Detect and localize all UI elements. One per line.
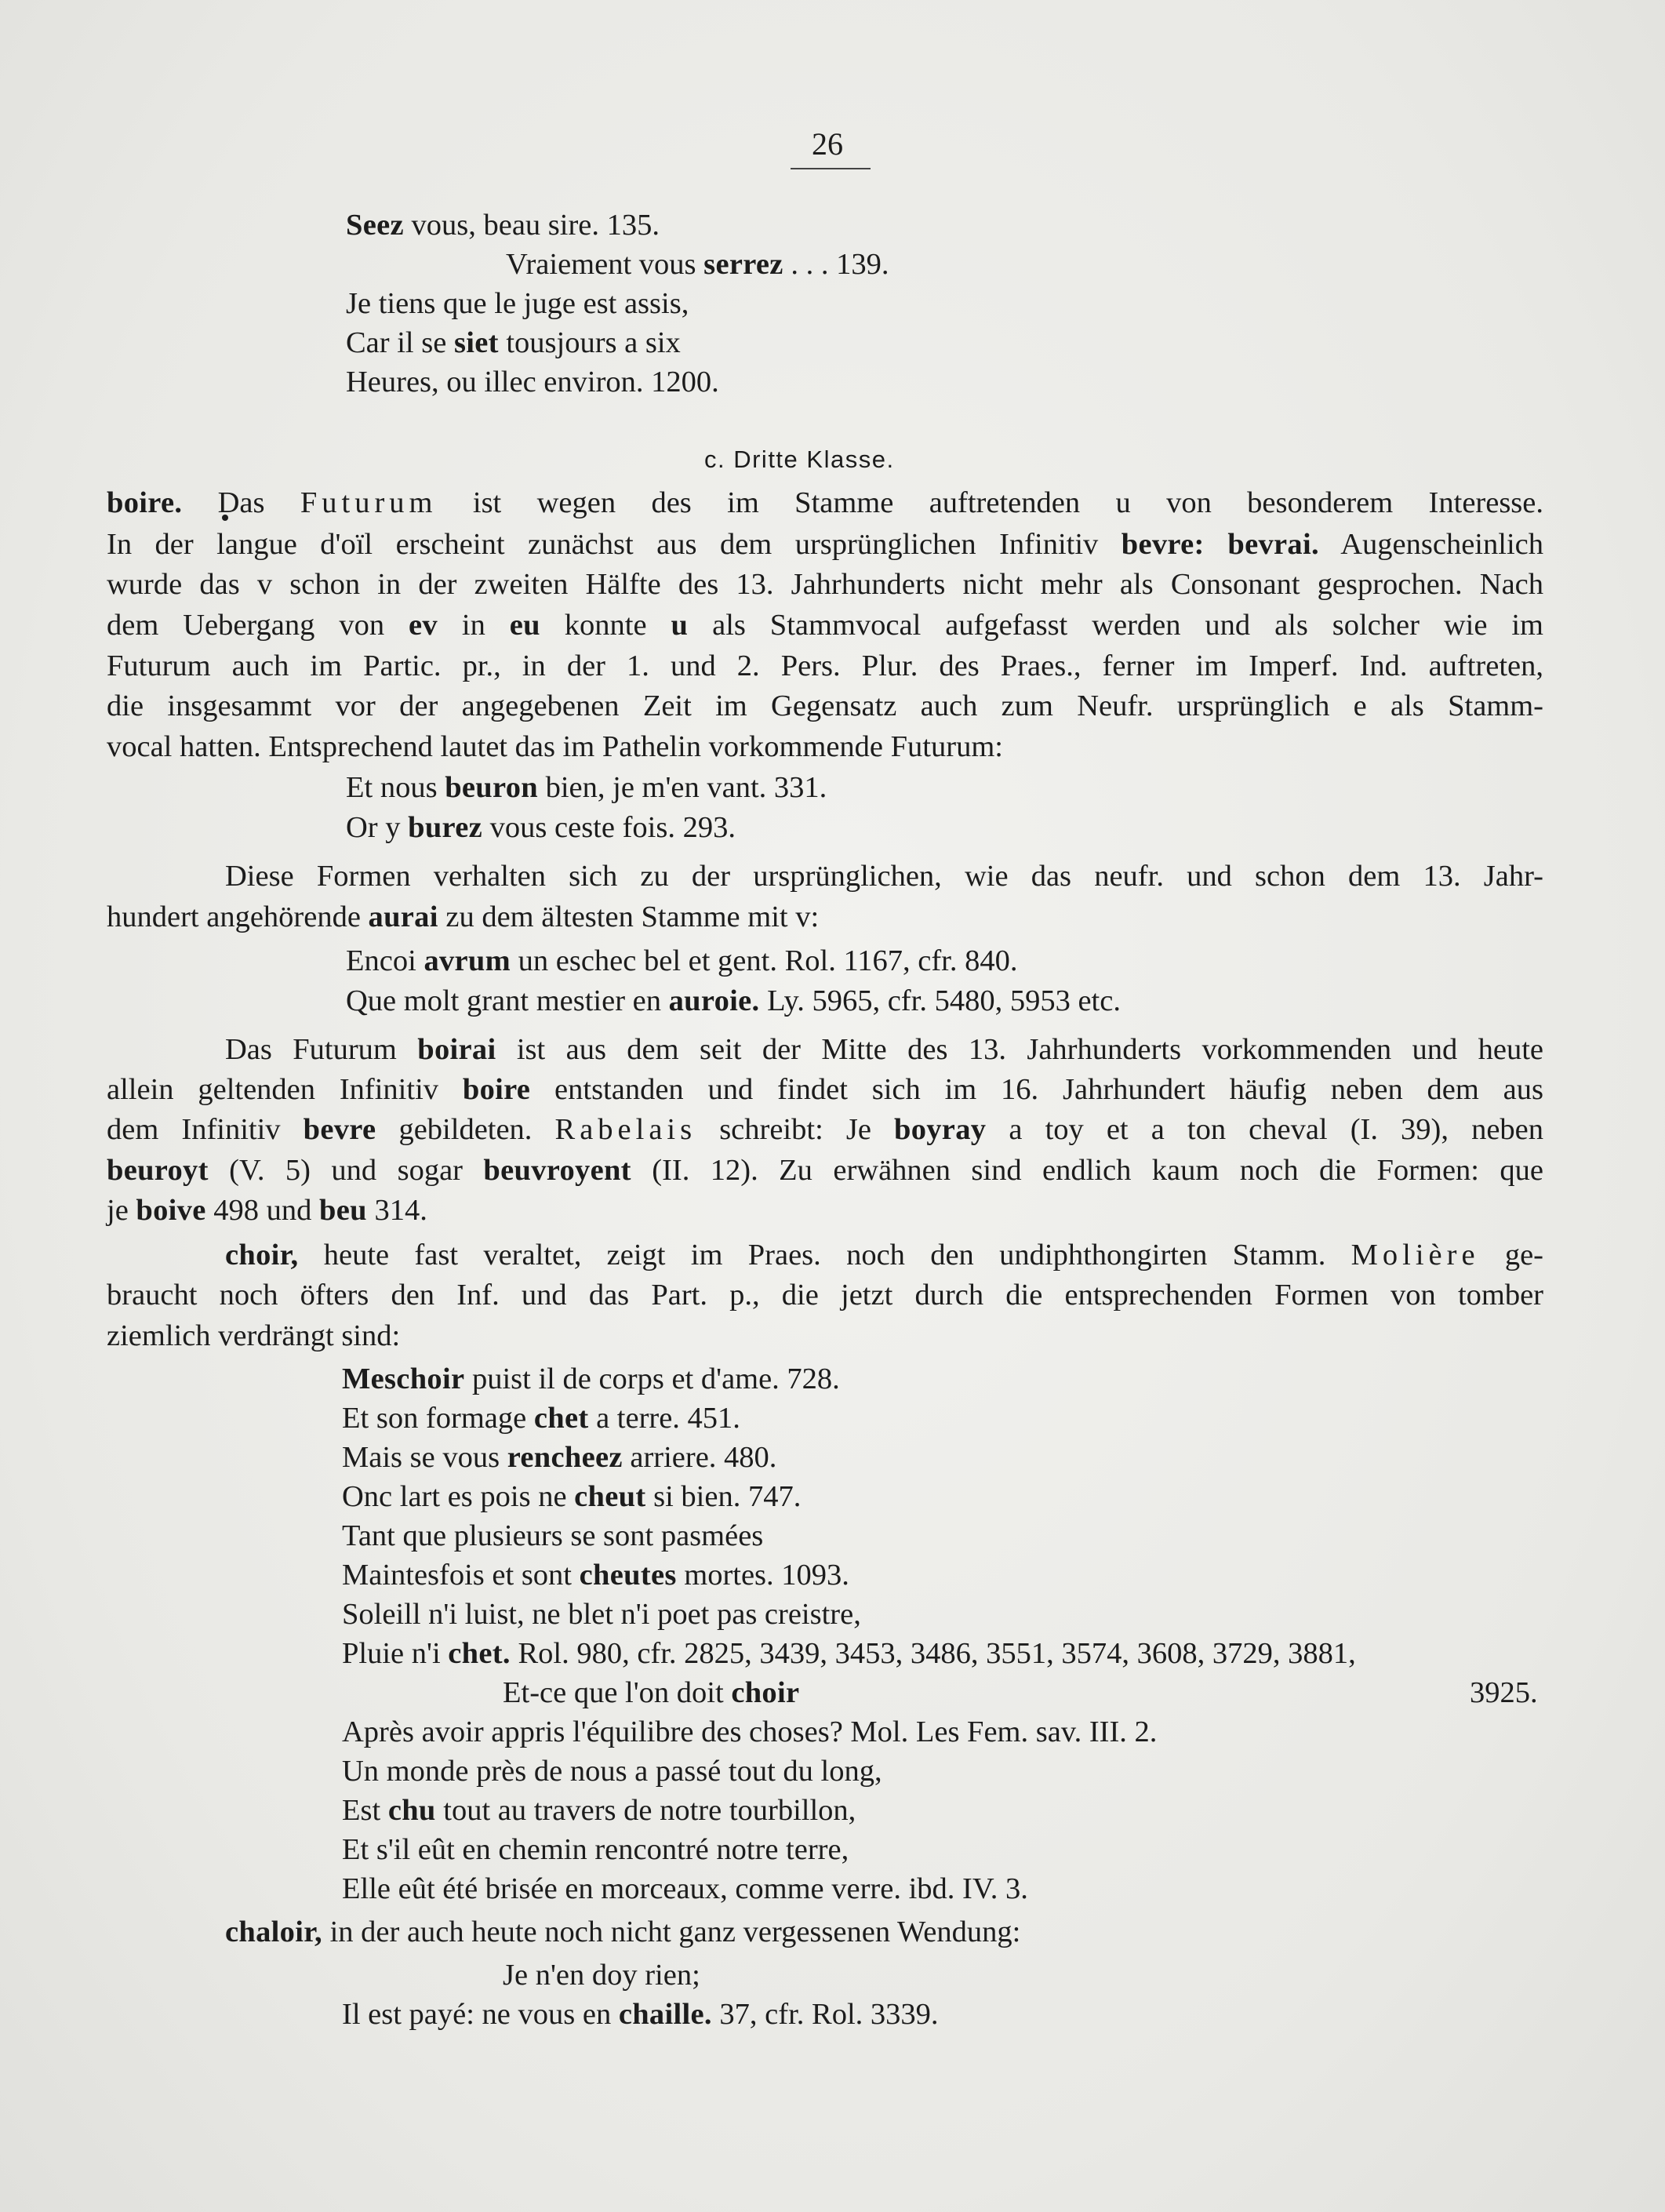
verse-line <box>342 1557 849 1593</box>
text-run: Diese Formen verhalten sich zu der ursprünglichen, wie das neufr. und schon dem 13. Jahr- <box>225 860 1543 893</box>
text-run: Je tiens que le juge est assis, <box>346 287 689 320</box>
text-run: 314. <box>366 1194 427 1227</box>
verse-line <box>346 364 719 400</box>
text-run: a terre. 451. <box>588 1402 740 1435</box>
verse-line <box>346 207 660 243</box>
text-run: Augenscheinlich <box>1318 528 1543 561</box>
text-run: Heures, ou illec environ. 1200. <box>346 366 719 398</box>
text-run: un eschec bel et gent. Rol. 1167, cfr. 840. <box>511 944 1018 977</box>
verse-line <box>346 983 1121 1019</box>
bold-term: auroie. <box>668 984 760 1017</box>
verse-line <box>342 1596 861 1632</box>
paragraph-line <box>107 729 1003 765</box>
verse-line <box>342 1714 1157 1750</box>
text-run: die insgesammt vor der angegebenen Zeit im Gegensatz auch zum Neufr. ursprünglich e als Stamm- <box>107 689 1543 722</box>
bold-term: u <box>671 609 689 642</box>
verse-line <box>342 1753 882 1789</box>
text-run: Et s'il eût en chemin rencontré notre terre, <box>342 1833 849 1866</box>
text-run: Je n'en doy rien; <box>503 1959 700 1992</box>
paragraph-line <box>107 607 1543 643</box>
paragraph-line <box>107 688 1543 724</box>
bold-term: beu <box>319 1194 367 1227</box>
text-run: mortes. 1093. <box>676 1559 849 1592</box>
verse-line <box>342 1439 776 1475</box>
verse-line <box>346 325 681 361</box>
text-run: Rol. 980, cfr. 2825, 3439, 3453, 3486, 3551, 3574, 3608, 3729, 3881, <box>510 1637 1356 1670</box>
text-run: Il est payé: ne vous en <box>342 1998 619 2031</box>
bold-term: chaille. <box>618 1998 712 2031</box>
verse-line <box>346 943 1018 979</box>
verse-line <box>346 286 689 322</box>
verse-line <box>342 1996 939 2032</box>
text-run: in <box>437 609 510 642</box>
paragraph-line <box>107 485 1543 521</box>
text-run: 498 und <box>205 1194 319 1227</box>
bold-term: aurai <box>368 900 438 933</box>
paragraph-line <box>107 899 819 935</box>
bold-term: beuvroyent <box>483 1154 631 1187</box>
paragraph-line <box>107 1111 1543 1148</box>
text-run: Das Futurum <box>225 1033 418 1066</box>
paragraph-line <box>225 1031 1543 1068</box>
bold-term: boire. <box>107 486 183 519</box>
text-run: in der auch heute noch nicht ganz vergessenen Wendung: <box>322 1915 1021 1948</box>
text-run: Que molt grant mestier en <box>346 984 669 1017</box>
text-run: Onc lart es pois ne <box>342 1480 575 1513</box>
bold-term: choir, <box>225 1239 299 1272</box>
bold-term: boire <box>462 1073 531 1106</box>
text-run: Or y <box>346 811 409 844</box>
bold-term: chaloir, <box>225 1915 322 1948</box>
text-run: dem Infinitiv <box>107 1113 304 1146</box>
text-run: ziemlich verdrängt sind: <box>107 1319 401 1352</box>
bold-term: bevre <box>303 1113 376 1146</box>
paragraph-line <box>107 648 1543 684</box>
text-run: Futurum auch im Partic. pr., in der 1. und 2. Pers. Plur. des Praes., ferner im Imperf. Ind. auftreten, <box>107 649 1543 682</box>
bold-term: bevre: bevrai. <box>1121 528 1319 561</box>
text-run: Vraiement vous <box>506 248 704 281</box>
text-run: ist wegen des im Stamme auftretenden u von besonderem Interesse. <box>437 486 1544 519</box>
spaced-name: Futurum <box>300 486 438 519</box>
text-run: vous, beau sire. 135. <box>403 209 660 242</box>
bold-term: serrez <box>703 248 783 281</box>
text-run: hundert angehörende <box>107 900 369 933</box>
bold-term: burez <box>408 811 483 844</box>
bold-term: boyray <box>894 1113 987 1146</box>
text-run: Tant que plusieurs se sont pasmées <box>342 1519 764 1552</box>
text-run: je <box>107 1194 136 1227</box>
text-run: Car il se <box>346 326 454 359</box>
text-run: a toy et a ton cheval (I. 39), neben <box>986 1113 1544 1146</box>
text-run: schreibt: Je <box>696 1113 894 1146</box>
verse-line <box>346 769 827 806</box>
text-run: Un monde près de nous a passé tout du long, <box>342 1755 882 1788</box>
text-run: ge- <box>1479 1239 1543 1272</box>
text-run: tout au travers de notre tourbillon, <box>435 1794 856 1827</box>
text-run: Après avoir appris l'équilibre des choses? Mol. Les Fem. sav. III. 2. <box>342 1715 1158 1748</box>
text-run: arriere. 480. <box>622 1441 777 1474</box>
text-run: 37, cfr. Rol. 3339. <box>711 1998 939 2031</box>
text-run: . . . 139. <box>783 248 889 281</box>
text-run: allein geltenden Infinitiv <box>107 1073 463 1106</box>
paragraph-line <box>107 526 1543 562</box>
text-run: Et nous <box>346 771 445 804</box>
text-run: dem Uebergang von <box>107 609 409 642</box>
bold-term: chu <box>387 1794 436 1827</box>
text-run: Maintesfois et sont <box>342 1559 580 1592</box>
paragraph-line <box>107 1192 427 1228</box>
text-run: Soleill n'i luist, ne blet n'i poet pas creistre, <box>342 1598 861 1631</box>
bold-term: Seez <box>346 209 404 242</box>
text-run: Pluie n'i <box>342 1637 449 1670</box>
bold-term: avrum <box>424 944 511 977</box>
bold-term: Meschoir <box>342 1362 465 1395</box>
text-run: Ly. 5965, cfr. 5480, 5953 etc. <box>759 984 1121 1017</box>
bold-term: choir <box>731 1676 800 1709</box>
text-run: wurde das v schon in der zweiten Hälfte des 13. Jahrhunderts nicht mehr als Consonant gesprochen. Nach <box>107 568 1543 601</box>
section-heading <box>704 442 895 478</box>
text-run: bien, je m'en vant. 331. <box>537 771 827 804</box>
text-run: braucht noch öfters den Inf. und das Part. p., die jetzt durch die entsprechenden Formen von tomber <box>107 1279 1543 1312</box>
paragraph-line <box>107 1152 1543 1188</box>
text-run: gebildeten. <box>376 1113 555 1146</box>
paragraph-line <box>225 1237 1543 1273</box>
bold-term: cheutes <box>579 1559 677 1592</box>
text-run: (V. 5) und sogar <box>208 1154 484 1187</box>
text-run: vous ceste fois. 293. <box>482 811 736 844</box>
text-run: si bien. 747. <box>645 1480 802 1513</box>
text-run: ist aus dem seit der Mitte des 13. Jahrhunderts vorkommenden und heute <box>496 1033 1544 1066</box>
verse-line <box>342 1832 849 1868</box>
paragraph-line <box>107 1071 1543 1108</box>
spaced-name: Molière <box>1351 1239 1480 1272</box>
text-run: Et-ce que l'on doit <box>503 1676 732 1709</box>
verse-line <box>342 1361 840 1397</box>
text-run: heute fast veraltet, zeigt im Praes. noch den undiphthongirten Stamm. <box>298 1239 1351 1272</box>
bold-term: rencheez <box>507 1441 623 1474</box>
text-run: vocal hatten. Entsprechend lautet das im Pathelin vorkommende Futurum: <box>107 730 1003 763</box>
paragraph-line <box>107 1318 400 1354</box>
text-run: entstanden und findet sich im 16. Jahrhundert häufig neben dem aus <box>530 1073 1543 1106</box>
verse-line <box>342 1792 856 1828</box>
text-run: Elle eût été brisée en morceaux, comme verre. ibd. IV. 3. <box>342 1872 1028 1905</box>
bold-term: eu <box>509 609 540 642</box>
paragraph-line <box>225 1914 1020 1950</box>
bold-term: chet. <box>448 1637 511 1670</box>
verse-line <box>342 1635 1356 1672</box>
bold-term: beuroyt <box>107 1154 209 1187</box>
paragraph-line <box>225 858 1543 894</box>
text-run: Das <box>182 486 300 519</box>
line-reference <box>1470 1675 1538 1711</box>
text-run: Encoi <box>346 944 424 977</box>
verse-line <box>346 809 736 846</box>
spaced-name: Rabelais <box>554 1113 697 1146</box>
verse-line <box>506 246 889 282</box>
bold-term: boirai <box>417 1033 496 1066</box>
verse-line <box>342 1400 740 1436</box>
text-run: puist il de corps et d'ame. 728. <box>464 1362 840 1395</box>
text-run: c. Dritte Klasse. <box>704 446 895 473</box>
bold-term: cheut <box>574 1480 646 1513</box>
bold-term: beuron <box>445 771 538 804</box>
text-run: Est <box>342 1794 388 1827</box>
paragraph-line <box>107 566 1543 602</box>
bold-term: siet <box>453 326 499 359</box>
text-run: 3925. <box>1470 1676 1538 1709</box>
text-run: tousjours a six <box>498 326 681 359</box>
verse-line <box>503 1675 799 1711</box>
text-run: als Stammvocal aufgefasst werden und als solcher wie im <box>688 609 1543 642</box>
text-run: zu dem ältesten Stamme mit v: <box>438 900 820 933</box>
text-run: Et son formage <box>342 1402 534 1435</box>
paragraph-line <box>107 1277 1543 1313</box>
page-number: 26 <box>812 126 843 162</box>
text-run: konnte <box>540 609 671 642</box>
text-run: (II. 12). Zu erwähnen sind endlich kaum noch die Formen: que <box>631 1154 1544 1187</box>
bold-term: boive <box>136 1194 206 1227</box>
page-number-rule <box>791 168 871 169</box>
verse-line <box>342 1479 801 1515</box>
verse-line <box>503 1957 700 1993</box>
bold-term: chet <box>533 1402 589 1435</box>
verse-line <box>342 1518 763 1554</box>
text-run: Mais se vous <box>342 1441 507 1474</box>
verse-line <box>342 1871 1028 1907</box>
text-run: In der langue d'oïl erscheint zunächst aus dem ursprünglichen Infinitiv <box>107 528 1122 561</box>
bold-term: ev <box>409 609 438 642</box>
